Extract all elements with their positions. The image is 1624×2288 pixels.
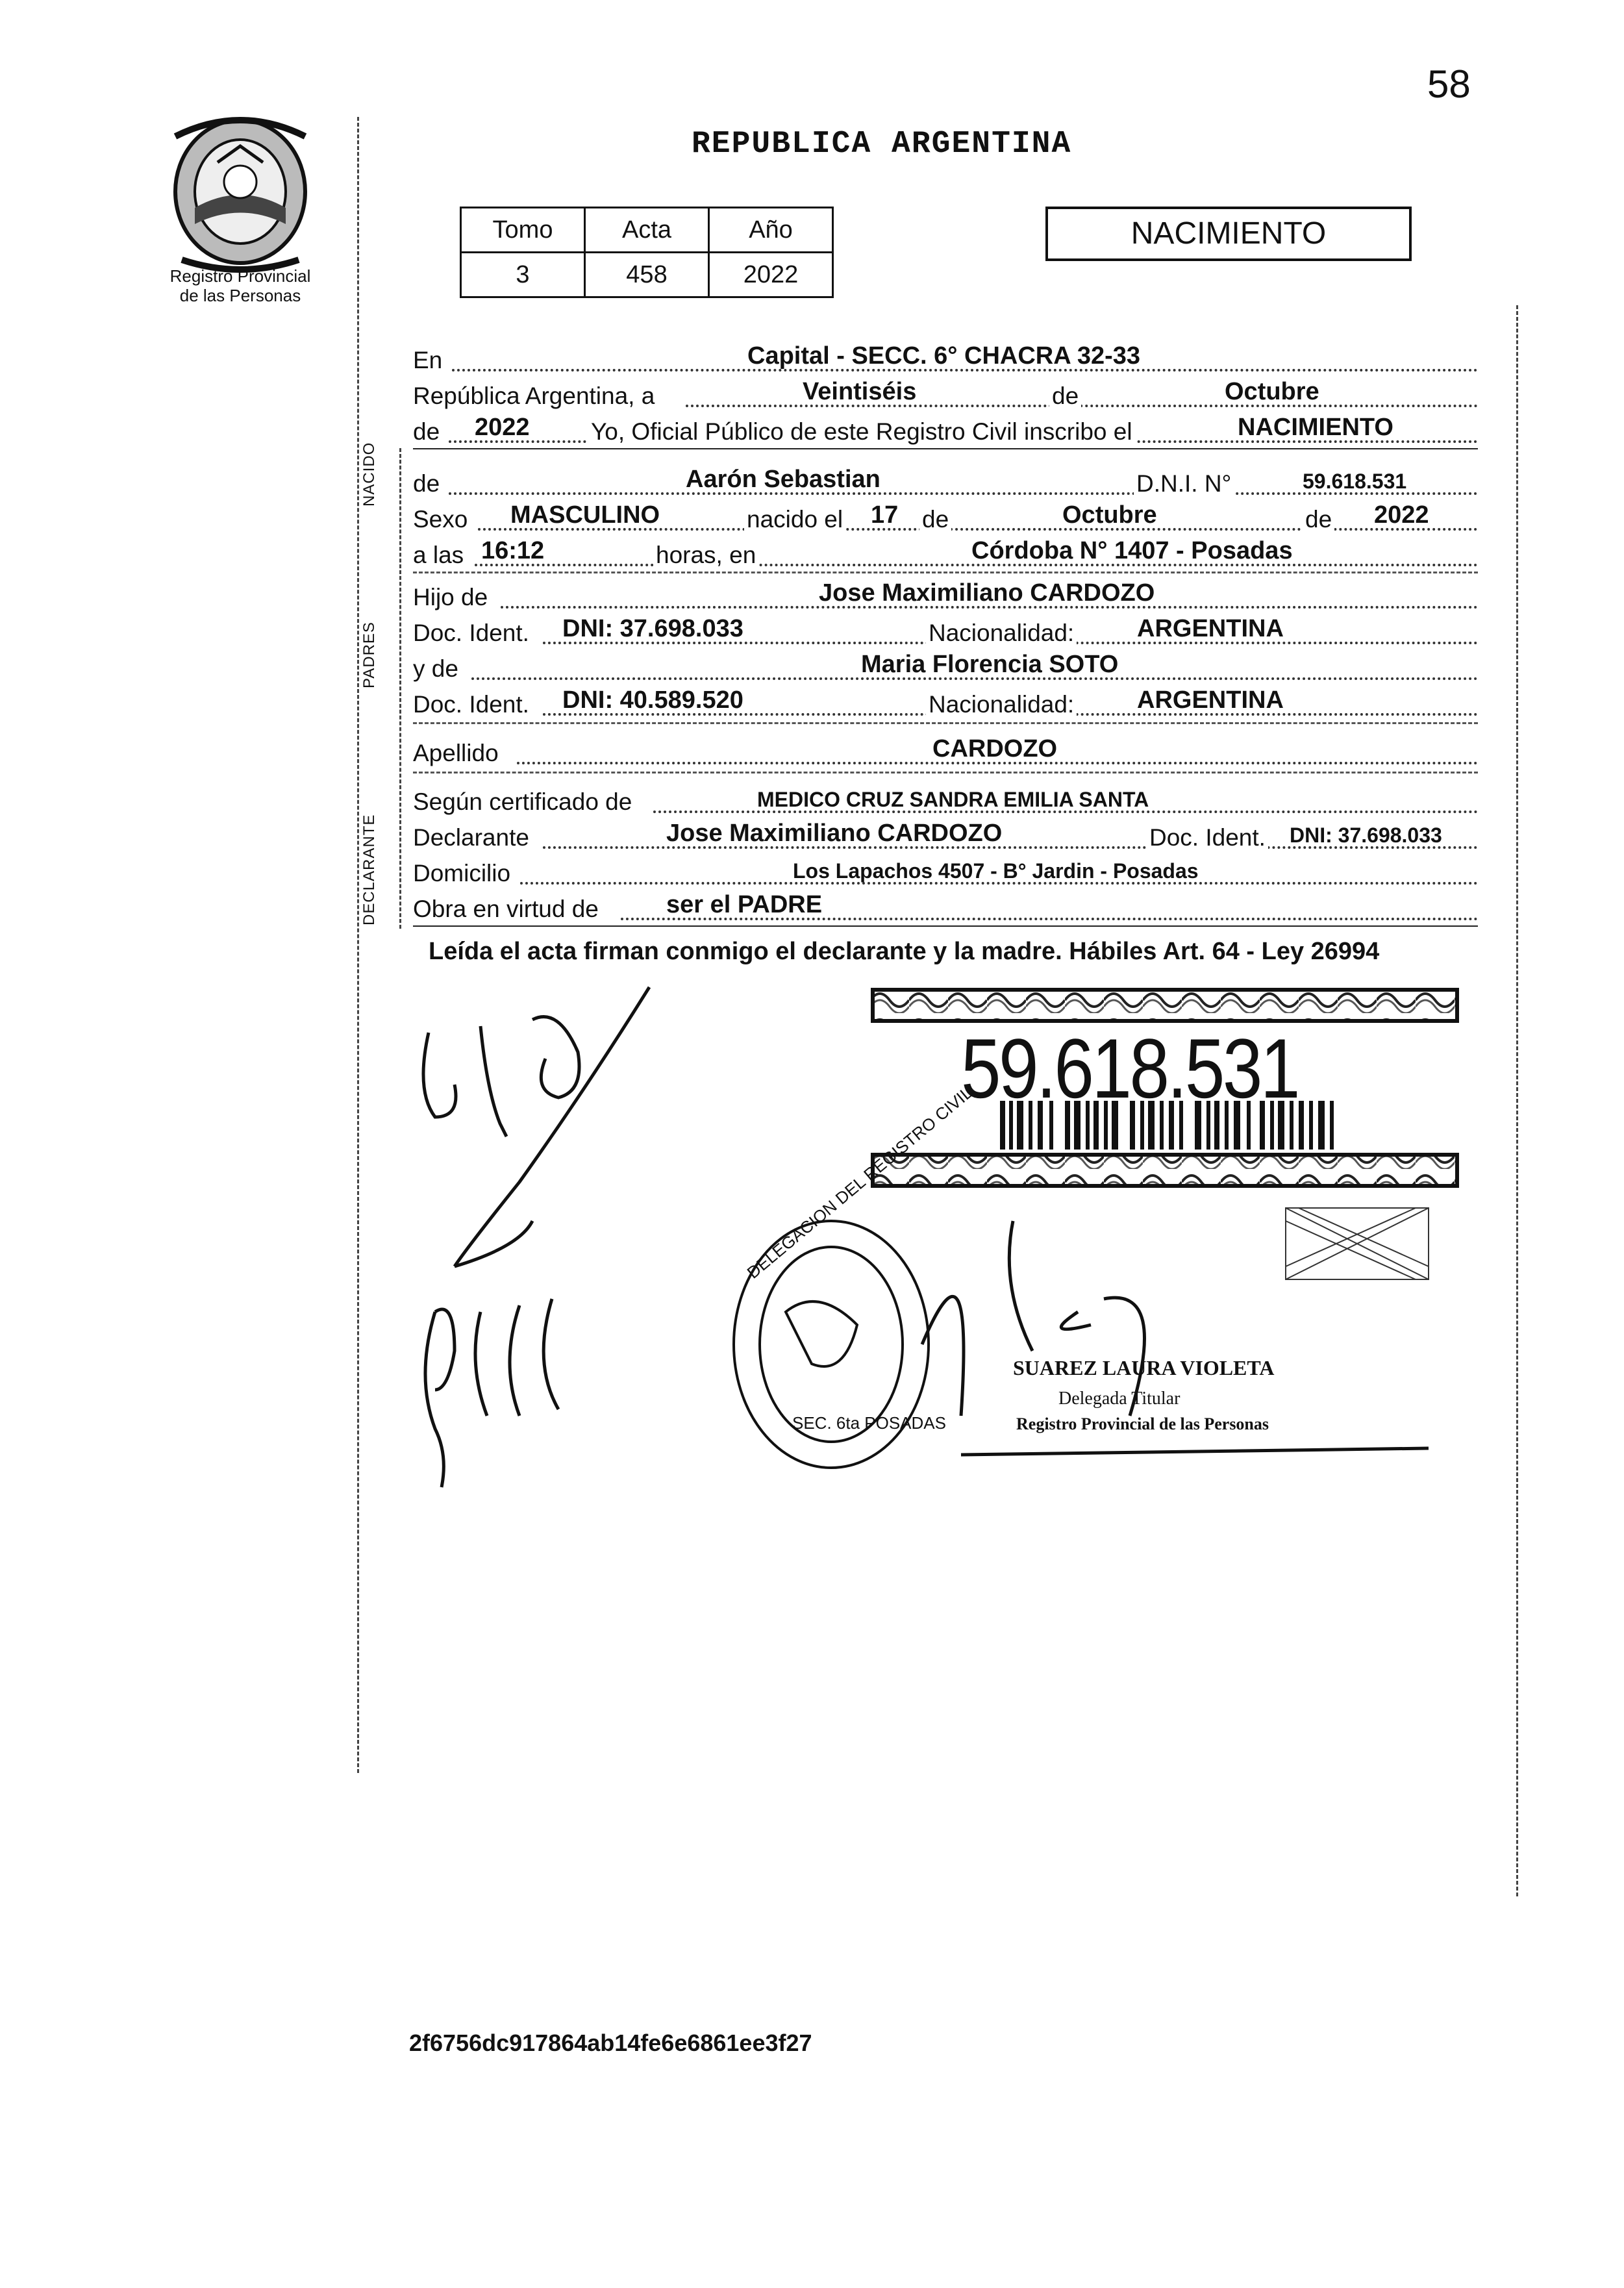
tomo-header: Tomo	[461, 208, 585, 253]
birth-hour: 16:12	[481, 537, 545, 564]
nac1-label: Nacionalidad:	[926, 620, 1077, 647]
hijo-label: Hijo de	[413, 584, 488, 610]
row-father	[413, 581, 1478, 614]
birth-month: Octubre	[1062, 501, 1157, 529]
ano-value: 2022	[709, 253, 833, 297]
registration-year: 2022	[475, 414, 530, 441]
mother-nationality: ARGENTINA	[1137, 686, 1284, 714]
row-mother-doc	[413, 688, 1478, 721]
birth-place: Córdoba N° 1407 - Posadas	[971, 537, 1293, 564]
declarant-capacity: ser el PADRE	[666, 891, 823, 918]
seal-inner-text: SEC. 6ta POSADAS	[792, 1413, 946, 1433]
row-sex	[413, 503, 1478, 536]
republica-label: República Argentina, a	[413, 383, 655, 409]
acta-header: Acta	[585, 208, 709, 253]
official-office: Registro Provincial de las Personas	[1016, 1414, 1269, 1433]
document-hash: 2f6756dc917864ab14fe6e6861ee3f27	[409, 2030, 812, 2056]
row-father-doc	[413, 617, 1478, 649]
place-of-registration: Capital - SECC. 6° CHACRA 32-33	[747, 342, 1141, 370]
a-las-label: a las	[413, 542, 464, 568]
row-year	[413, 416, 1478, 448]
act-type-box: NACIMIENTO	[1045, 207, 1412, 261]
divider-line	[413, 722, 1478, 724]
declarant-name: Jose Maximiliano CARDOZO	[666, 820, 1003, 847]
acta-value: 458	[585, 253, 709, 297]
row-surname	[413, 737, 1478, 770]
side-label-nacido: NACIDO	[360, 442, 378, 507]
registration-day: Veintiséis	[803, 378, 917, 405]
declarant-doc: DNI: 37.698.033	[1290, 823, 1442, 847]
declarant-signature-icon	[423, 987, 649, 1266]
apellido-label: Apellido	[413, 740, 499, 766]
reference-table	[460, 207, 834, 298]
registry-seal-icon	[734, 1083, 976, 1468]
divider-line	[413, 448, 1478, 449]
nacido-label: nacido el	[744, 506, 845, 533]
obra-label: Obra en virtud de	[413, 896, 599, 922]
registry-name-line1: Registro Provincial	[169, 266, 311, 286]
birth-year: 2022	[1374, 501, 1429, 529]
row-time-place	[413, 539, 1478, 572]
registry-name	[140, 266, 341, 305]
registration-month: Octubre	[1225, 378, 1319, 405]
de-label: de	[1049, 383, 1081, 410]
dni-label: D.N.I. N°	[1134, 470, 1234, 497]
yo-text: Yo, Oficial Público de este Registro Civil inscribo el	[588, 418, 1135, 446]
seal-outer-text: DELEGACION DEL REGISTRO CIVIL	[743, 1083, 976, 1283]
hologram-icon	[1286, 1208, 1429, 1279]
divider-line	[413, 772, 1478, 773]
father-doc: DNI: 37.698.033	[562, 615, 743, 642]
row-certificate	[413, 786, 1478, 818]
father-nationality: ARGENTINA	[1137, 615, 1284, 642]
child-sex: MASCULINO	[510, 501, 660, 529]
row-declarant	[413, 822, 1478, 854]
certificate-issuer: MEDICO CRUZ SANDRA EMILIA SANTA	[757, 788, 1149, 811]
closing-note: Leída el acta firman conmigo el declarante y la madre. Hábiles Art. 64 - Ley 26994	[429, 938, 1380, 965]
de2-label: de	[413, 418, 440, 445]
mother-name: Maria Florencia SOTO	[861, 651, 1119, 678]
page-number: 58	[1427, 62, 1471, 106]
nac2-label: Nacionalidad:	[926, 691, 1077, 718]
row-en	[413, 344, 1478, 377]
en-label: En	[413, 347, 443, 373]
province-crest-logo	[156, 110, 325, 273]
birth-day: 17	[871, 501, 899, 529]
right-margin-line	[1516, 305, 1518, 1896]
de4-label: de	[919, 506, 951, 533]
inscribed-type: NACIMIENTO	[1238, 414, 1393, 441]
divider-line	[413, 572, 1478, 573]
row-mother	[413, 653, 1478, 685]
declarante-label: Declarante	[413, 824, 529, 851]
doc3-label: Doc. Ident.	[1147, 824, 1268, 851]
domicilio-label: Domicilio	[413, 860, 511, 886]
doc2-label: Doc. Ident.	[413, 691, 529, 718]
mother-signature-icon	[425, 1299, 558, 1487]
left-margin-line	[357, 117, 359, 1773]
row-address	[413, 857, 1478, 890]
y-de-label: y de	[413, 655, 458, 682]
horas-label: horas, en	[653, 542, 758, 569]
ano-header: Año	[709, 208, 833, 253]
child-dni: 59.618.531	[1303, 470, 1407, 493]
id-stamp-number: 59.618.531	[961, 1021, 1299, 1116]
signatures-and-seal	[390, 961, 1493, 1546]
mother-doc: DNI: 40.589.520	[562, 686, 743, 714]
official-name: SUAREZ LAURA VIOLETA	[1013, 1356, 1275, 1379]
de3-label: de	[413, 470, 440, 497]
doc1-label: Doc. Ident.	[413, 620, 529, 646]
official-role: Delegada Titular	[1058, 1389, 1181, 1409]
father-name: Jose Maximiliano CARDOZO	[819, 579, 1155, 607]
registry-name-line2: de las Personas	[179, 286, 301, 305]
child-name: Aarón Sebastian	[686, 466, 881, 493]
sexo-label: Sexo	[413, 506, 468, 533]
row-name	[413, 468, 1478, 500]
cert-label: Según certificado de	[413, 788, 632, 815]
child-surname: CARDOZO	[932, 735, 1058, 762]
side-label-declarante: DECLARANTE	[360, 814, 378, 925]
document-title: REPUBLICA ARGENTINA	[692, 127, 1072, 162]
de5-label: de	[1303, 506, 1334, 533]
row-date	[413, 380, 1478, 412]
section-margin-line	[399, 448, 401, 929]
divider-line	[413, 925, 1478, 927]
declarant-address: Los Lapachos 4507 - B° Jardin - Posadas	[793, 859, 1199, 883]
tomo-value: 3	[461, 253, 585, 297]
side-label-padres: PADRES	[360, 622, 378, 688]
row-capacity	[413, 893, 1478, 925]
